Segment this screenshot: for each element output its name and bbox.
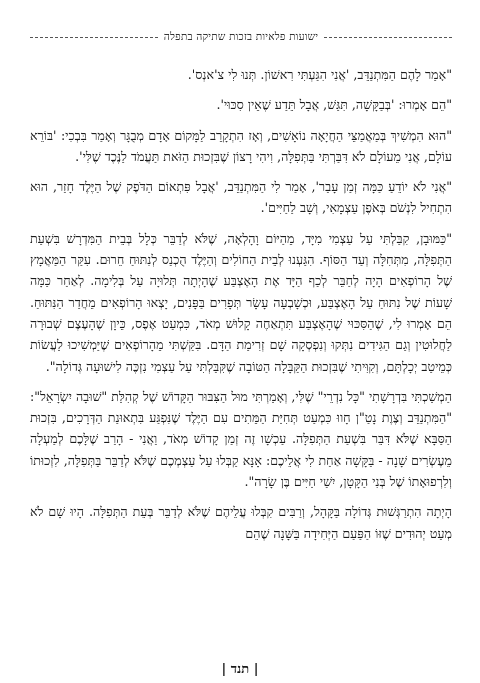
header-rule-left	[30, 37, 158, 38]
paragraph: "אָמַר לָהֶם הַמִּתְנַדֵּב, 'אֲנִי הִגַּעְתִּי רִאשׁוֹן. תְּנוּ לִי צ'אנְס'.	[187, 67, 452, 82]
page-number: | תנד |	[221, 662, 259, 677]
paragraph: "אֲנִי לֹא יוֹדֵעַ כַּמָּה זְמַן עָבַר', אָמַר לִי הַמִּתְנַדֵּב, 'אֲבָל פִּתְאוֹם הַדֹּפֶק שֶׁל הַיֶּלֶד חָזַר, הוּא הִתְחִיל לִנְשֹׁם בְּאֹפֶן עַצְמָאִי, וְשָׁב לַחַיִּים'.	[30, 179, 452, 216]
paragraph: "הֵם אָמְרוּ: 'בְּבַקָּשָׁה, תִּגַּשׁ, אֲבָל תֵּדַע שֶׁאֵין סִכּוּי'.	[216, 97, 452, 113]
paragraph: "הוּא הִמְשִׁיךְ בְּמַאֲמַצֵּי הַחֲיָאָה נוֹאָשִׁים, וְאָז הִתְקָרֵב לַמָּקוֹם אָדָם מְבֻגָּר וְאָמַר בִּבְכִי: 'בּוֹרֵא עוֹלָם, אֲנִי מֵעוֹלָם לֹא דִּבַּרְתִּי בַּתְּפִלָּה, וִיהִי רָצוֹן שֶׁבִּזְכוּת הַזֹּאת תַּעֲמֹד לַנֶּכֶד שֶׁלִּי'.	[30, 127, 452, 164]
paragraph: "כַּמּוּבָן, קִבַּלְתִּי עַל עַצְמִי מִיָּד, מֵהַיּוֹם וָהָלְאָה, שֶׁלֹּא לְדַבֵּר כְּלָל בְּבֵית הַמִּדְרָשׁ בִּשְׁעַת הַתְּפִלָּה, מִתְּחִלָּה וְעַד הַסּוֹף. הִגַּעְנוּ לְבֵית הַחוֹלִים וְהַיֶּלֶד הֻכְנַס לְנִתּוּחַ חֵרוּם. עִקַּר הַמַּאֲמָץ שֶׁל הָרוֹפְאִים הָיָה לְחַבֵּר לְכַף הַיָּד אֶת הָאֶצְבַּע שֶׁהָיְתָה תְּלוּיָה עַל בְּלִימָה. לְאַחַר כַּמָּה שָׁעוֹת שֶׁל נִתּוּחַ עַל הָאֶצְבַּע, וּכְשָׁבְעָה עָשָׂר תְּפָרִים בַּפָּנִים, יָצְאוּ הָרוֹפְאִים מֵחֲדַר הַנִּתּוּחַ. הֵם אָמְרוּ לִי, שֶׁהַסִּכּוּי שֶׁהָאֶצְבַּע תִּתְאַחֶה קָלוּשׁ מְאֹד, כִּמְעַט אֶפֶס, כֵּיוָן שֶׁהָעֶצֶם שְׁבוּרָה לַחֲלוּטִין וְגַם הַגִּידִים נִתְּקוּ וְנִפְסְקָה שָׁם זְרִימַת הַדָּם. בִּקַּשְׁתִּי מֵהָרוֹפְאִים שֶׁיַּמְשִׁיכוּ לַעֲשׂוֹת כְּמֵיטַב יְכָלְתָּם, וְקִוִּיתִי שֶׁבִּזְכוּת הַקַּבָּלָה הַטּוֹבָה שֶׁקִּבַּלְתִּי עַל עַצְמִי נִזְכֶּה לִישׁוּעָה גְּדוֹלָה".	[30, 230, 452, 374]
paragraph: הַמְשַׁכְתִּי בִּדְרָשָׁתִי "כָּל נִדְרֵי" שֶׁלִּי, וְאָמַרְתִּי מוּל הַצִּבּוּר הַקָּדוֹשׁ שֶׁל קְהִלַּת "שׁוּבָה יִשְׂרָאֵל": "הַמִּתְנַדֵּב וְצֶוֶת נָטַ"ן חָווּ כִּמְעַט תְּחִיַּת הַמֵּתִים עִם הַיֶּלֶד שֶׁנִּפְגַּע בִּתְאוּנַת הַדְּרָכִים, בִּזְכוּת הַסַּבָּא שֶׁלֹּא דִּבֵּר בִּשְׁעַת הַתְּפִלָּה. עַכְשָׁו זֶה זְמַן קָדוֹשׁ מְאֹד, וַאֲנִי - הָרַב שֶׁלָּכֶם לְמַעְלָה מֵעֶשְׂרִים שָׁנָה - בַּקָּשָׁה אַחַת לִי אֲלֵיכֶם: אָנָּא קַבְּלוּ עַל עַצְמְכֶם שֶׁלֹּא לְדַבֵּר בַּתְּפִלָּה, לִזְכוּתוֹ וְלִרְפוּאָתוֹ שֶׁל בְּנִי הַקָּטָן, יִשַׁי חַיִּים בֶּן שָׂרָה".	[30, 388, 452, 490]
header-rule-right	[324, 37, 452, 38]
paragraph: הָיְתָה הִתְרַגְּשׁוּת גְּדוֹלָה בַּקָּהָל, וְרַבִּים קִבְּלוּ עֲלֵיהֶם שֶׁלֹּא לְדַבֵּר בְּעֵת הַתְּפִלָּה. הָיוּ שָׁם לֹא מְעַט יְהוּדִים שֶׁזּוֹ הַפַּעַם הַיְּחִידָה בַּשָּׁנָה שֶׁהֵם	[30, 504, 452, 541]
header-title: ישועות פלאיות בזכות שתיקה בתפלה	[163, 31, 319, 43]
running-header	[30, 28, 452, 46]
